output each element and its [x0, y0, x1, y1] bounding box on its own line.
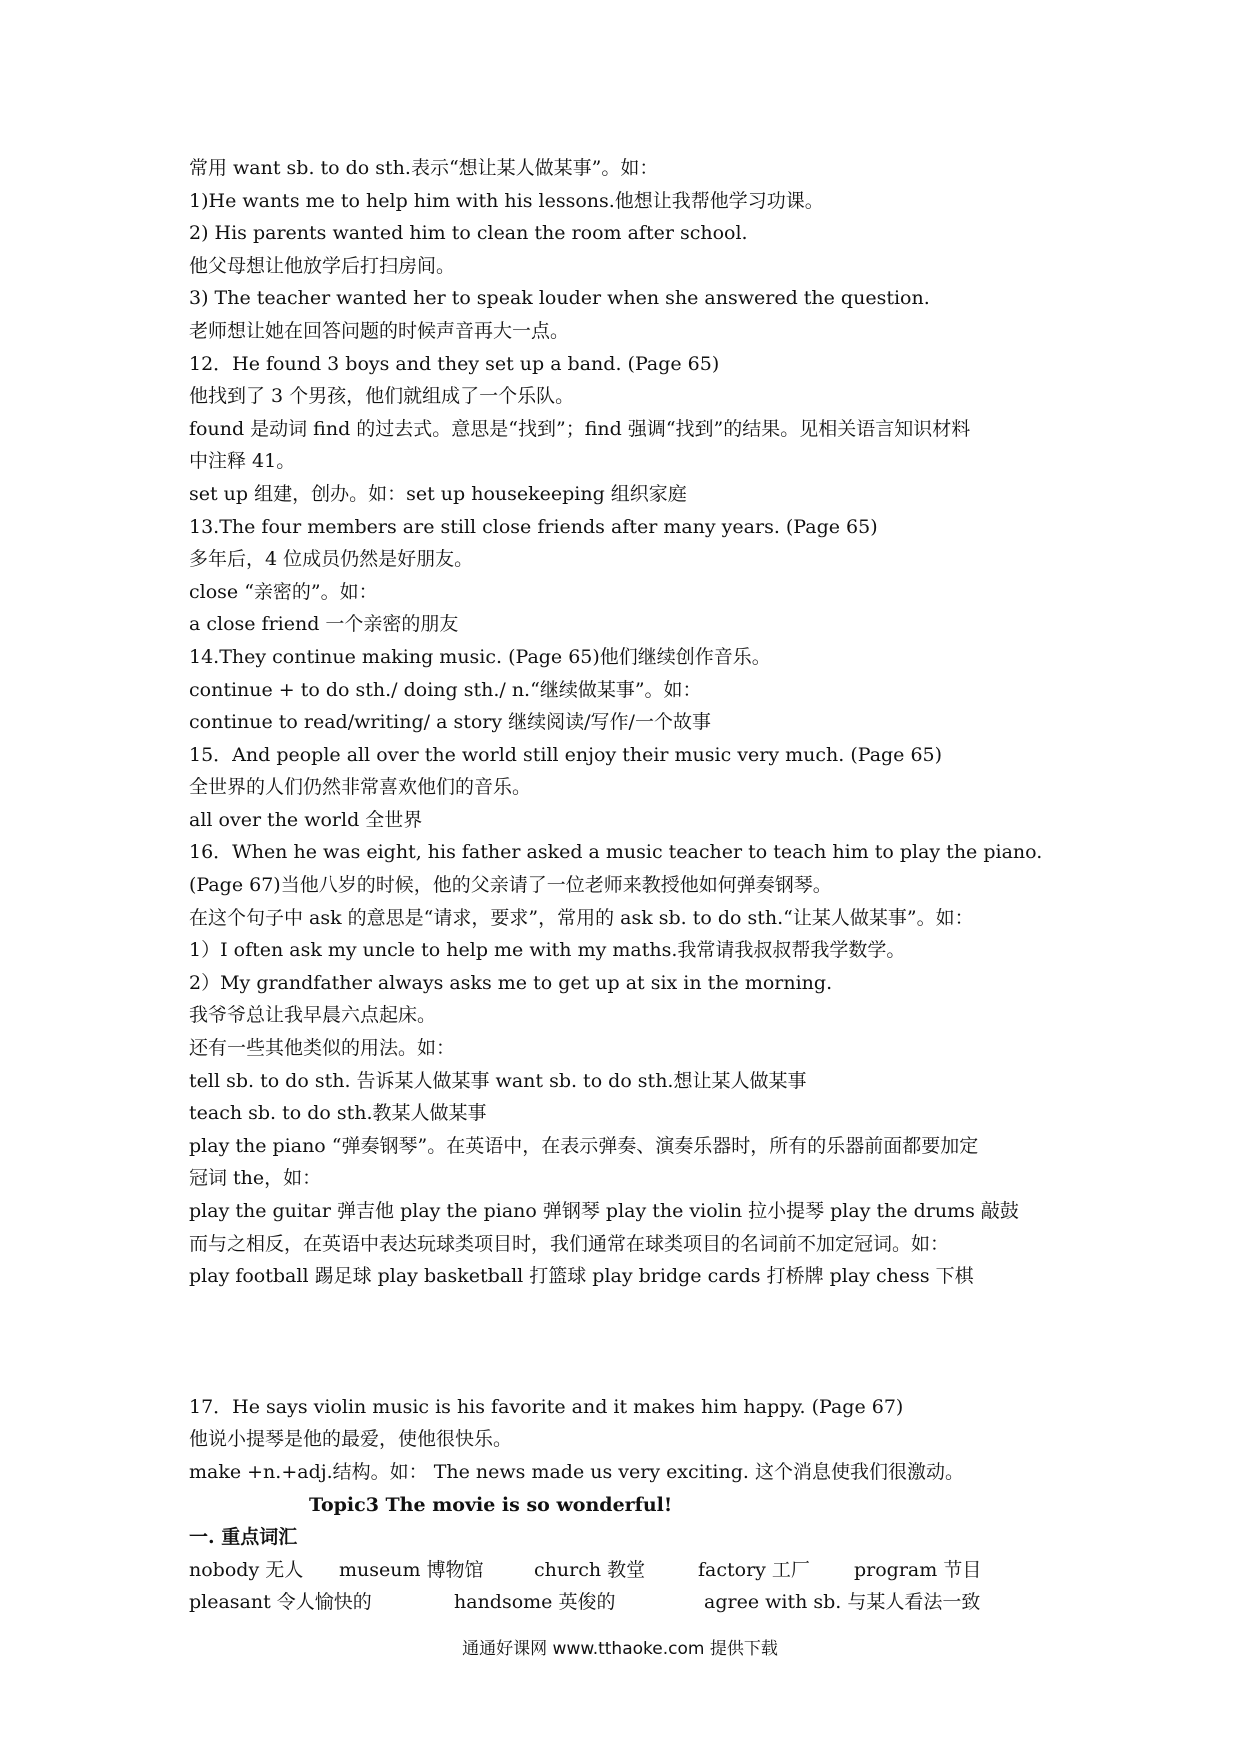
text-line: (Page 67)当他八岁的时候，他的父亲请了一位老师来教授他如何弹奏钢琴。	[189, 874, 832, 897]
text-line: 12．He found 3 boys and they set up a band. (Page 65)	[189, 352, 720, 375]
text-line: 而与之相反，在英语中表达玩球类项目时，我们通常在球类项目的名词前不加定冠词。如：	[189, 1232, 950, 1255]
text-line: 他说小提琴是他的最爱，使他很快乐。	[189, 1428, 513, 1451]
text-line: teach sb. to do sth.教某人做某事	[189, 1102, 487, 1125]
text-line: 多年后，4 位成员仍然是好朋友。	[189, 548, 474, 571]
vocab-item: pleasant 令人愉快的	[189, 1591, 372, 1614]
vocab-item: nobody 无人	[189, 1558, 304, 1581]
text-line: 他父母想让他放学后打扫房间。	[189, 254, 456, 277]
text-line: 1）I often ask my uncle to help me with my maths.我常请我叔叔帮我学数学。	[189, 939, 906, 962]
vocab-row-1	[189, 1554, 1069, 1587]
text-line: 常用 want sb. to do sth.表示“想让某人做某事”。如：	[189, 157, 659, 179]
text-line: 15．And people all over the world still enjoy their music very much. (Page 65)	[189, 743, 943, 766]
text-line: 17．He says violin music is his favorite and it makes him happy. (Page 67)	[189, 1395, 904, 1418]
text-line: continue to read/writing/ a story 继续阅读/写作/一个故事	[189, 711, 711, 734]
text-line: 3) The teacher wanted her to speak louder when she answered the question.	[189, 287, 930, 310]
page-footer: 通通好课网 www.tthaoke.com 提供下载	[462, 1639, 778, 1659]
text-line: 1)He wants me to help him with his lessons.他想让我帮他学习功课。	[189, 189, 824, 212]
text-line: play football 踢足球 play basketball 打篮球 play bridge cards 打桥牌 play chess 下棋	[189, 1265, 974, 1288]
vocab-item: agree with sb. 与某人看法一致	[704, 1591, 981, 1614]
blank-gap	[189, 1293, 1069, 1391]
text-line: make +n.+adj.结构。如： The news made us very exciting. 这个消息使我们很激动。	[189, 1460, 964, 1483]
vocab-item: museum 博物馆	[339, 1558, 484, 1581]
text-line: 冠词 the，如：	[189, 1167, 322, 1190]
text-line: 14.They continue making music. (Page 65)他们继续创作音乐。	[189, 645, 771, 668]
text-line: found 是动词 find 的过去式。意思是“找到”；find 强调“找到”的结果。见相关语言知识材料	[189, 417, 971, 440]
vocab-item: handsome 英俊的	[454, 1591, 616, 1614]
text-line: 2）My grandfather always asks me to get up at six in the morning.	[189, 971, 833, 994]
text-line: 全世界的人们仍然非常喜欢他们的音乐。	[189, 776, 532, 799]
text-line: a close friend 一个亲密的朋友	[189, 613, 459, 636]
text-line: play the piano “弹奏钢琴”。在英语中，在表示弹奏、演奏乐器时，所有的乐器前面都要加定	[189, 1134, 979, 1157]
vocab-item: factory 工厂	[698, 1558, 810, 1581]
text-block-upper	[189, 152, 1069, 1293]
text-line: play the guitar 弹吉他 play the piano 弹钢琴 play the violin 拉小提琴 play the drums 敲鼓	[189, 1200, 1019, 1222]
text-line: 16．When he was eight, his father asked a music teacher to teach him to play the piano.	[189, 841, 1043, 864]
topic-heading: Topic3 The movie is so wonderful!	[309, 1493, 673, 1516]
text-line: 老师想让她在回答问题的时候声音再大一点。	[189, 319, 570, 342]
text-line: all over the world 全世界	[189, 808, 423, 831]
text-line: 中注释 41。	[189, 450, 296, 473]
vocab-item: church 教堂	[534, 1558, 646, 1581]
text-line: 13.The four members are still close friends after many years. (Page 65)	[189, 515, 878, 538]
page-content	[189, 152, 1069, 1619]
text-line: close “亲密的”。如：	[189, 580, 378, 603]
text-line: 还有一些其他类似的用法。如：	[189, 1037, 456, 1060]
text-line: continue + to do sth./ doing sth./ n.“继续做某事”。如：	[189, 678, 702, 701]
text-line: 他找到了 3 个男孩，他们就组成了一个乐队。	[189, 385, 575, 408]
text-line: set up 组建，创办。如：set up housekeeping 组织家庭	[189, 482, 687, 505]
vocab-row-2	[189, 1586, 1069, 1619]
text-line: 我爷爷总让我早晨六点起床。	[189, 1004, 437, 1027]
text-line: 在这个句子中 ask 的意思是“请求，要求”，常用的 ask sb. to do sth.“让某人做某事”。如：	[189, 906, 974, 929]
vocab-item: program 节目	[854, 1558, 982, 1581]
text-line: tell sb. to do sth. 告诉某人做某事 want sb. to do sth.想让某人做某事	[189, 1069, 807, 1092]
text-block-lower	[189, 1391, 1069, 1489]
section-heading: 一. 重点词汇	[189, 1526, 298, 1549]
text-line: 2) His parents wanted him to clean the room after school.	[189, 222, 748, 245]
